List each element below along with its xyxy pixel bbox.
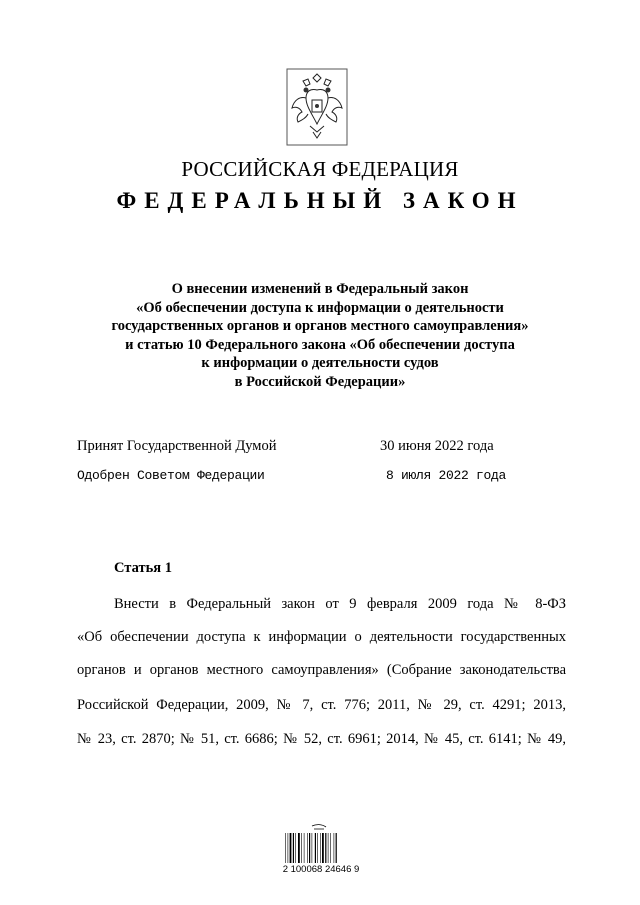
law-title-line: к информации о деятельности судов (201, 355, 439, 372)
law-title-line: и статью 10 Федерального закона «Об обеспечении доступа (125, 336, 515, 353)
coat-of-arms-icon (286, 68, 348, 146)
article-text-line: Российской Федерации, 2009, № 7, ст. 776; 2011, № 29, ст. 4291; 2013, (77, 697, 566, 713)
article-text-line: органов и органов местного самоуправления» (Собрание законодательства (77, 662, 566, 678)
adopted-by-duma-label: Принят Государственной Думой (77, 438, 277, 454)
law-title-line: «Об обеспечении доступа к информации о деятельности (136, 299, 504, 316)
law-title-line: О внесении изменений в Федеральный закон (171, 281, 469, 297)
article-text-line: Внести в Федеральный закон от 9 февраля 2009 года № 8-ФЗ (114, 596, 566, 612)
document-type: ФЕДЕРАЛЬНЫЙ ЗАКОН (116, 188, 524, 213)
approved-by-council-label: Одобрен Советом Федерации (77, 468, 265, 483)
adopted-by-duma-date: 30 июня 2022 года (380, 438, 494, 454)
country-name: РОССИЙСКАЯ ФЕДЕРАЦИЯ (181, 157, 459, 181)
barcode-number: 2 100068 24646 9 (282, 864, 360, 875)
article-text-line: № 23, ст. 2870; № 51, ст. 6686; № 52, ст. 6961; 2014, № 45, ст. 6141; № 49, (77, 731, 566, 747)
article-heading: Статья 1 (114, 560, 172, 576)
law-title-line: в Российской Федерации» (234, 373, 406, 390)
law-title (0, 280, 640, 392)
approved-by-council-date: 8 июля 2022 года (386, 468, 507, 483)
law-title-line: государственных органов и органов местного самоуправления» (111, 318, 529, 335)
article-text-line: «Об обеспечении доступа к информации о деятельности государственных (77, 629, 566, 645)
